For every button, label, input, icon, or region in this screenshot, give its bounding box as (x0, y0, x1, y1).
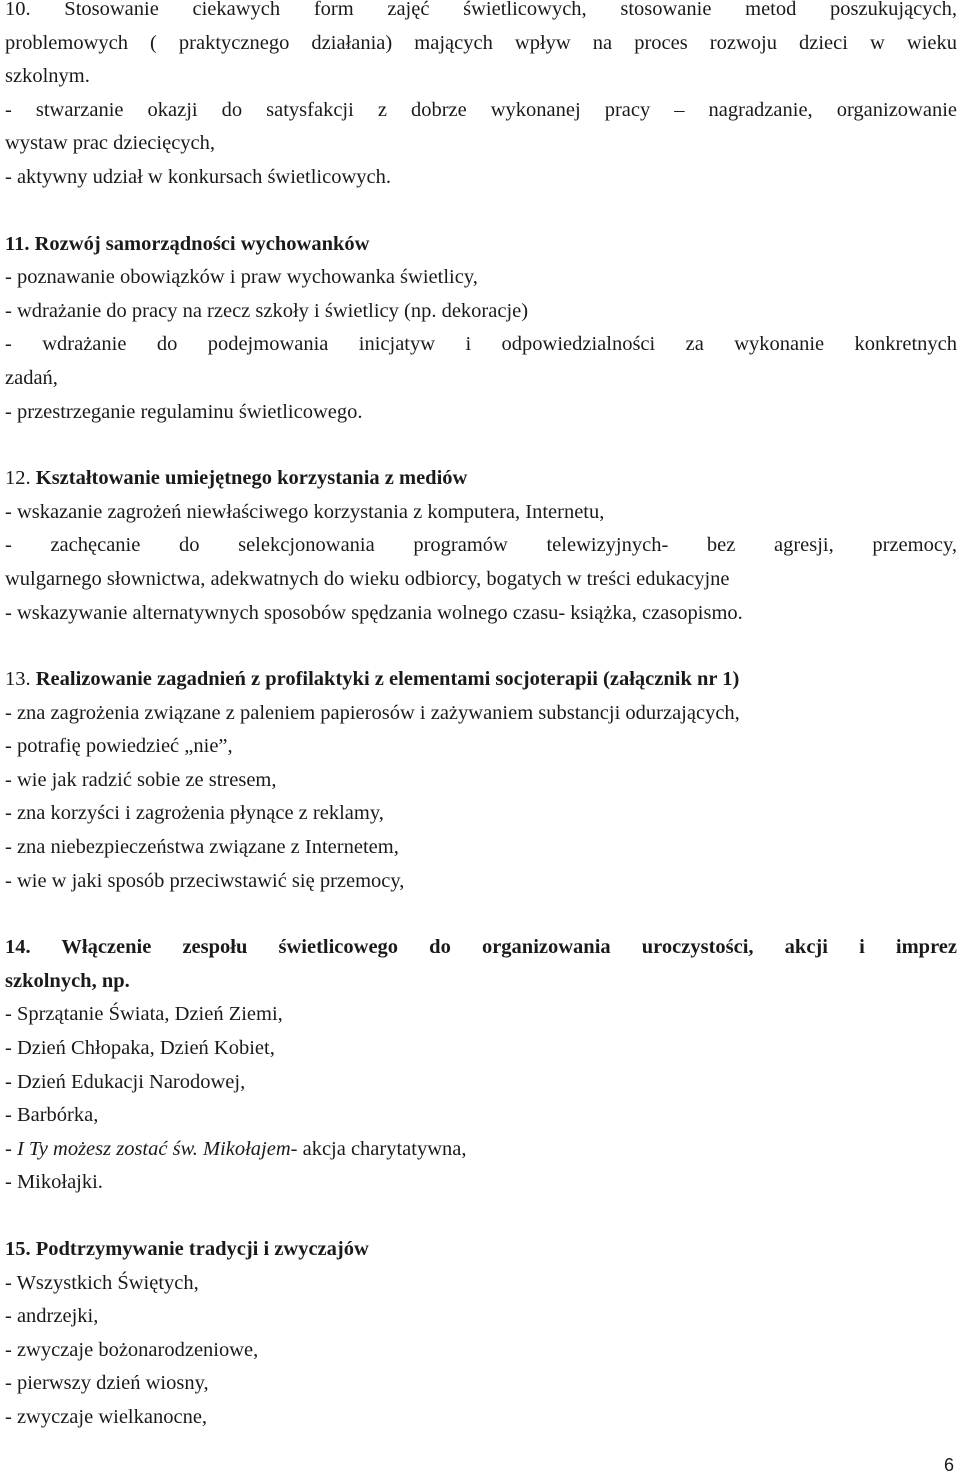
list-item-italic-text: I Ty możesz zostać św. Mikołajem (16, 1137, 291, 1160)
list-item: wulgarnego słownictwa, adekwatnych do wieku odbiorcy, bogatych w treści edukacyjne (5, 567, 730, 590)
list-item: - Dzień Edukacji Narodowej, (5, 1070, 246, 1093)
list-item: - poznawanie obowiązków i praw wychowanka świetlicy, (5, 266, 478, 289)
list-item: - zna zagrożenia związane z paleniem papierosów i zażywaniem substancji odurzających, (5, 701, 740, 724)
list-item: - zwyczaje wielkanocne, (5, 1405, 208, 1428)
list-item: - zna niebezpieczeństwa związane z Internetem, (5, 836, 399, 859)
list-item: - wdrażanie do podejmowania inicjatyw i odpowiedzialności za wykonanie konkretnych (5, 333, 957, 356)
section-12-number: 12. (5, 467, 31, 490)
list-item: - stwarzanie okazji do satysfakcji z dobrze wykonanej pracy – nagradzanie, organizowanie (5, 98, 957, 121)
section-13 (5, 663, 957, 898)
section-11 (5, 228, 957, 430)
list-item: - Barbórka, (5, 1104, 99, 1127)
list-item-prefix: - (5, 1137, 17, 1160)
list-item: - zna korzyści i zagrożenia płynące z reklamy, (5, 802, 384, 825)
section-15-heading: 15. Podtrzymywanie tradycji i zwyczajów (5, 1238, 369, 1260)
list-item: - wdrażanie do pracy na rzecz szkoły i świetlicy (np. dekoracje) (5, 299, 529, 322)
list-item: - Wszystkich Świętych, (5, 1271, 199, 1294)
section-11-heading: 11. Rozwój samorządności wychowanków (5, 232, 370, 255)
list-item: - Dzień Chłopaka, Dzień Kobiet, (5, 1037, 275, 1060)
list-item: - potrafię powiedzieć „nie”, (5, 735, 233, 758)
list-item: - Mikołajki. (5, 1171, 103, 1194)
list-item: - andrzejki, (5, 1305, 99, 1328)
list-item: wystaw prac dziecięcych, (5, 132, 216, 155)
section-10-heading-line: 10. Stosowanie ciekawych form zajęć świetlicowych, stosowanie metod poszukujących, (5, 0, 957, 20)
section-12-heading (5, 462, 957, 496)
section-10-heading-line: problemowych ( praktycznego działania) mających wpływ na proces rozwoju dzieci w wieku (5, 31, 957, 54)
section-13-heading (5, 663, 957, 697)
document-page (5, 0, 957, 1468)
list-item: zadań, (5, 366, 58, 389)
list-item: - wskazanie zagrożeń niewłaściwego korzystania z komputera, Internetu, (5, 500, 605, 523)
list-item: - wie w jaki sposób przeciwstawić się przemocy, (5, 869, 405, 892)
section-10-heading-line: szkolnym. (5, 65, 90, 88)
list-item-suffix: - akcja charytatywna, (290, 1137, 467, 1160)
list-item: - zachęcanie do selekcjonowania programów telewizyjnych- bez agresji, przemocy, (5, 534, 957, 557)
section-15 (5, 1233, 957, 1435)
section-13-title: Realizowanie zagadnień z profilaktyki z elementami socjoterapii (załącznik nr 1) (35, 668, 740, 691)
list-item: - Sprzątanie Świata, Dzień Ziemi, (5, 1003, 283, 1026)
list-item: - zwyczaje bożonarodzeniowe, (5, 1338, 259, 1361)
section-14-heading-line: szkolnych, np. (5, 969, 130, 992)
section-13-number: 13. (5, 668, 31, 691)
list-item: - aktywny udział w konkursach świetlicowych. (5, 165, 391, 188)
section-12 (5, 462, 957, 630)
section-10 (5, 0, 957, 195)
page-number: 6 (943, 1455, 954, 1475)
section-14-heading-line: 14. Włączenie zespołu świetlicowego do organizowania uroczystości, akcji i imprez (5, 936, 957, 959)
list-item: - pierwszy dzień wiosny, (5, 1372, 209, 1395)
section-14 (5, 931, 957, 1200)
list-item: - wskazywanie alternatywnych sposobów spędzania wolnego czasu- książka, czasopismo. (5, 601, 743, 624)
list-item (5, 1133, 957, 1167)
section-12-title: Kształtowanie umiejętnego korzystania z mediów (35, 467, 468, 490)
list-item: - przestrzeganie regulaminu świetlicowego. (5, 400, 363, 423)
list-item: - wie jak radzić sobie ze stresem, (5, 768, 277, 791)
